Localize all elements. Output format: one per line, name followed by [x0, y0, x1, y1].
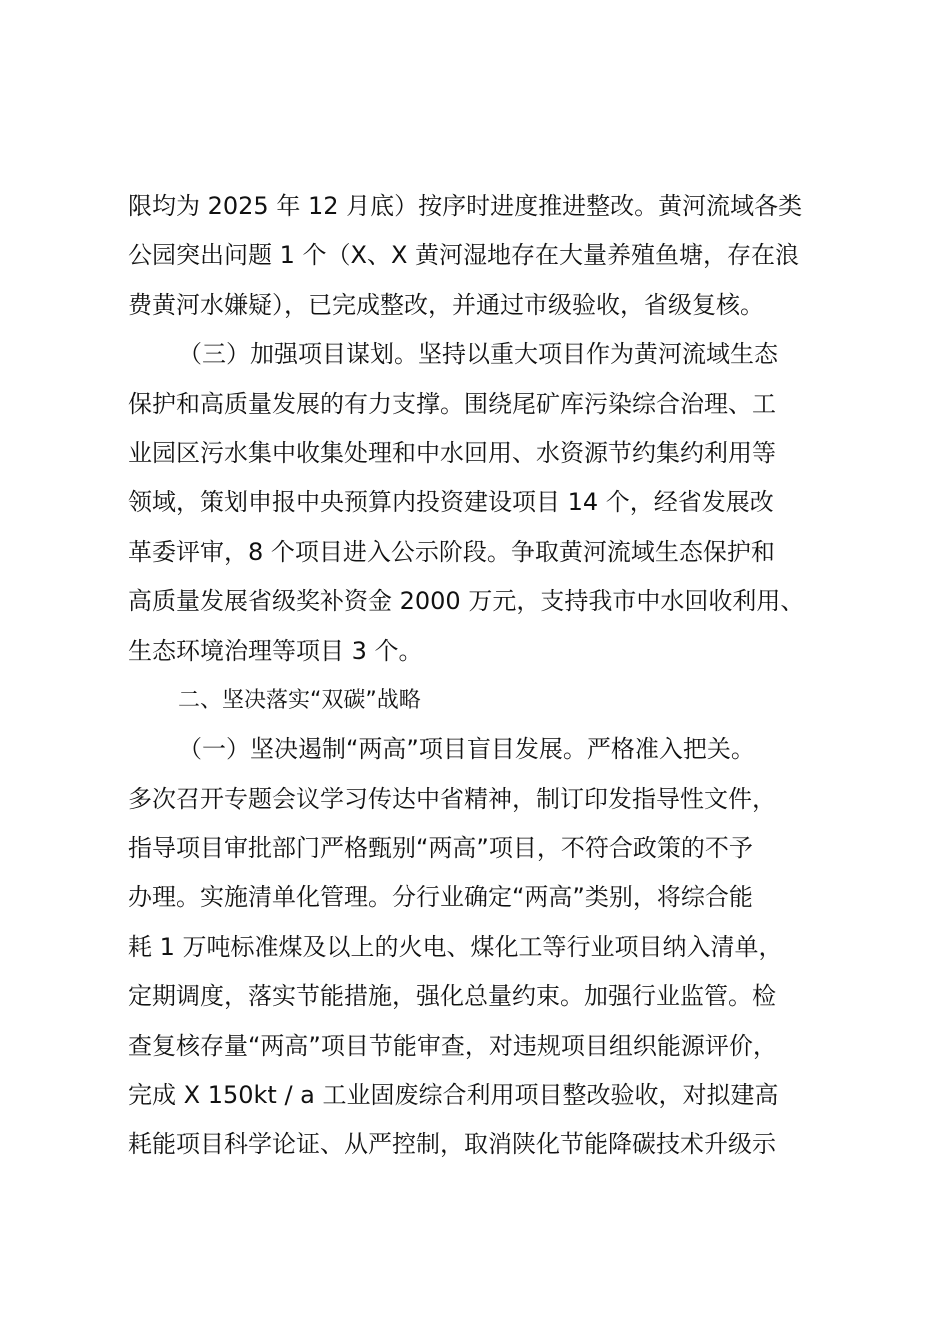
text-line: 保护和高质量发展的有力支撑。围绕尾矿库污染综合治理、工	[128, 389, 776, 418]
text-line: 耗 1 万吨标准煤及以上的火电、煤化工等行业项目纳入清单，	[128, 932, 783, 961]
text-line: 办理。实施清单化管理。分行业确定“两高”类别，将综合能	[128, 883, 753, 912]
text-line: 业园区污水集中收集处理和中水回用、水资源节约集约利用等	[128, 438, 776, 467]
text-line: 完成 X 150kt / a 工业固废综合利用项目整改验收，对拟建高	[128, 1081, 779, 1110]
text-line: 高质量发展省级奖补资金 2000 万元，支持我市中水回收利用、	[128, 587, 805, 616]
document-body	[128, 182, 840, 1170]
text-line: （一）坚决遏制“两高”项目盲目发展。严格准入把关。	[178, 735, 755, 764]
text-line: 领域，策划申报中央预算内投资建设项目 14 个，经省发展改	[128, 488, 774, 517]
text-line: 费黄河水嫌疑），已完成整改，并通过市级验收，省级复核。	[128, 290, 764, 319]
text-line: （三）加强项目谋划。坚持以重大项目作为黄河流域生态	[178, 340, 778, 369]
text-line: 多次召开专题会议学习传达中省精神，制订印发指导性文件，	[128, 784, 776, 813]
text-line: 耗能项目科学论证、从严控制，取消陕化节能降碳技术升级示	[128, 1130, 776, 1159]
text-line: 查复核存量“两高”项目节能审查，对违规项目组织能源评价，	[128, 1031, 777, 1060]
text-line: 生态环境治理等项目 3 个。	[128, 636, 423, 665]
text-line: 公园突出问题 1 个（X、X 黄河湿地存在大量养殖鱼塘，存在浪	[128, 241, 800, 270]
text-line: 指导项目审批部门严格甄别“两高”项目，不符合政策的不予	[128, 834, 753, 863]
text-line: 限均为 2025 年 12 月底）按序时进度推进整改。黄河流域各类	[128, 192, 803, 220]
text-line: 定期调度，落实节能措施，强化总量约束。加强行业监管。检	[128, 982, 776, 1011]
section-heading: 二、坚决落实“双碳”战略	[178, 687, 421, 713]
text-line: 革委评审，8 个项目进入公示阶段。争取黄河流域生态保护和	[128, 537, 775, 566]
